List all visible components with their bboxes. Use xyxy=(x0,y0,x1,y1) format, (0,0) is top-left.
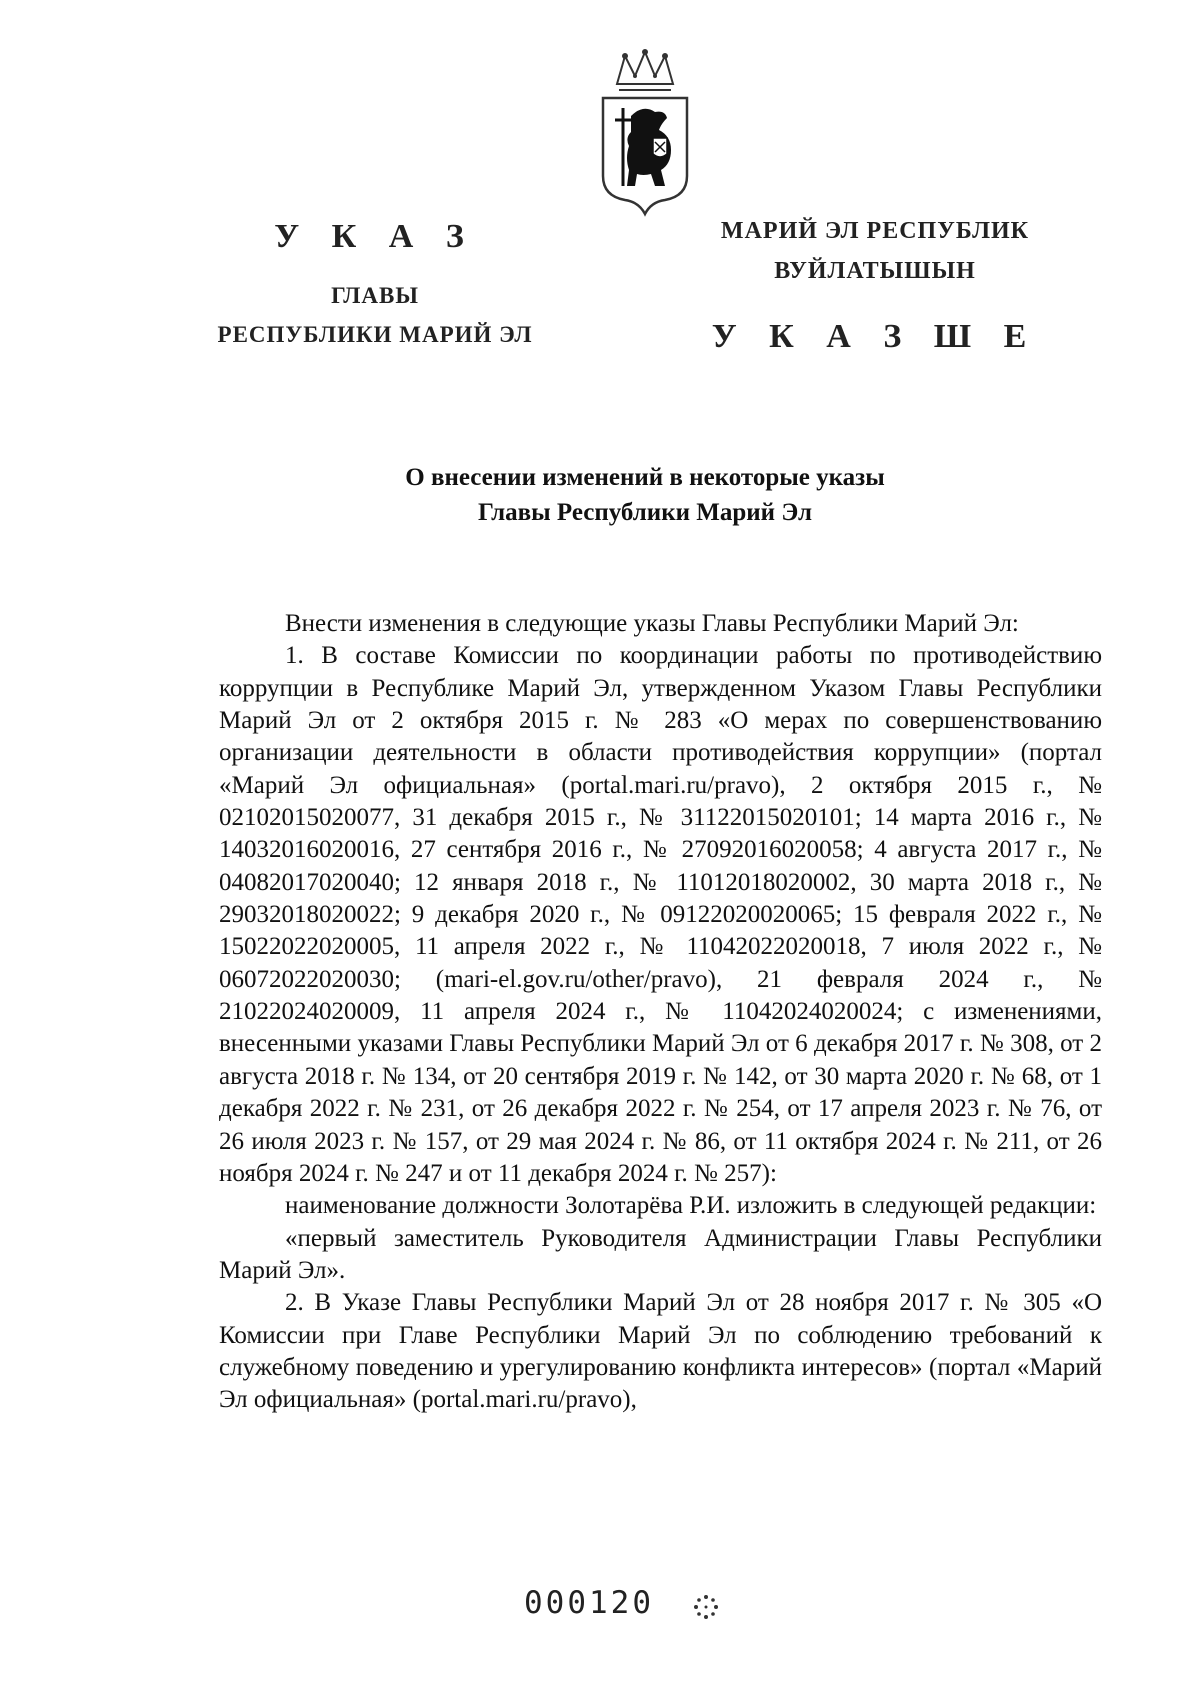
paragraph-item-2: 2. В Указе Главы Республики Марий Эл от 28 ноября 2017 г. № 305 «О Комиссии при Главе Республики Марий Эл по соблюдению требований к служебному поведению и урегулированию конфликта интересов» (портал «Марий Эл официальная» (portal.mari.ru/pravo), xyxy=(219,1289,1102,1414)
document-title xyxy=(200,460,1090,530)
document-body xyxy=(219,608,1102,1417)
document-title-line-2: Главы Республики Марий Эл xyxy=(478,499,812,526)
decree-title: У К А З xyxy=(274,218,476,255)
page-serial-number: 000120 xyxy=(524,1585,654,1621)
document-title-line-1: О внесении изменений в некоторые указы xyxy=(405,464,885,491)
paragraph-item-1: 1. В составе Комиссии по координации работы по противодействию коррупции в Республике Марий Эл, утвержденном Указом Главы Республики Марий Эл от 2 октября 2015 г. № 283 «О мерах по совершенствованию организации деятельности в области противодействия коррупции» (портал «Марий Эл официальная» (portal.mari.ru/pravo), 2 октября 2015 г., № 02102015020077, 31 декабря 2015 г., № 31122015020101; 14 марта 2016 г., № 14032016020016, 27 сентября 2016 г., № 27092016020058; 4 августа 2017 г., № 04082017020040; 12 января 2018 г., № 11012018020002, 30 марта 2018 г., № 29032018020022; 9 декабря 2020 г., № 09122020020065; 15 февраля 2022 г., № 15022022020005, 11 апреля 2022 г., № 11042022020018, 7 июля 2022 г., № 06072022020030; (mari-el.gov.ru/other/pravo), 21 февраля 2024 г., № 21022024020009, 11 апреля 2024 г., № 11042024020024; с изменениями, внесенными указами Главы Республики Марий Эл от 6 декабря 2017 г. № 308, от 2 августа 2018 г. № 134, от 20 сентября 2019 г. № 142, от 30 марта 2020 г. № 68, от 1 декабря 2022 г. № 231, от 26 декабря 2022 г. № 254, от 17 апреля 2023 г. № 76, от 26 июля 2023 г. № 157, от 29 мая 2024 г. № 86, от 11 октября 2024 г. № 211, от 26 ноября 2024 г. № 247 и от 11 декабря 2024 г. № 257): xyxy=(219,642,1102,1187)
paragraph-intro: Внести изменения в следующие указы Главы Республики Марий Эл: xyxy=(285,610,1019,637)
mari-header-line-1: МАРИЙ ЭЛ РЕСПУБЛИК xyxy=(720,218,1030,244)
paragraph-position-name: наименование должности Золотарёва Р.И. изложить в следующей редакции: xyxy=(285,1192,1097,1220)
paragraph-new-wording: «первый заместитель Руководителя Администрации Главы Республики Марий Эл». xyxy=(219,1224,1102,1284)
asterisk-stamp-icon xyxy=(693,1594,719,1620)
republic-label: РЕСПУБЛИКИ МАРИЙ ЭЛ xyxy=(217,322,533,347)
mari-decree-title: У К А З Ш Е xyxy=(711,318,1039,355)
coat-of-arms-emblem xyxy=(595,46,695,226)
head-label: ГЛАВЫ xyxy=(331,283,419,308)
mari-header-line-2: ВУЙЛАТЫШЫН xyxy=(774,258,976,284)
